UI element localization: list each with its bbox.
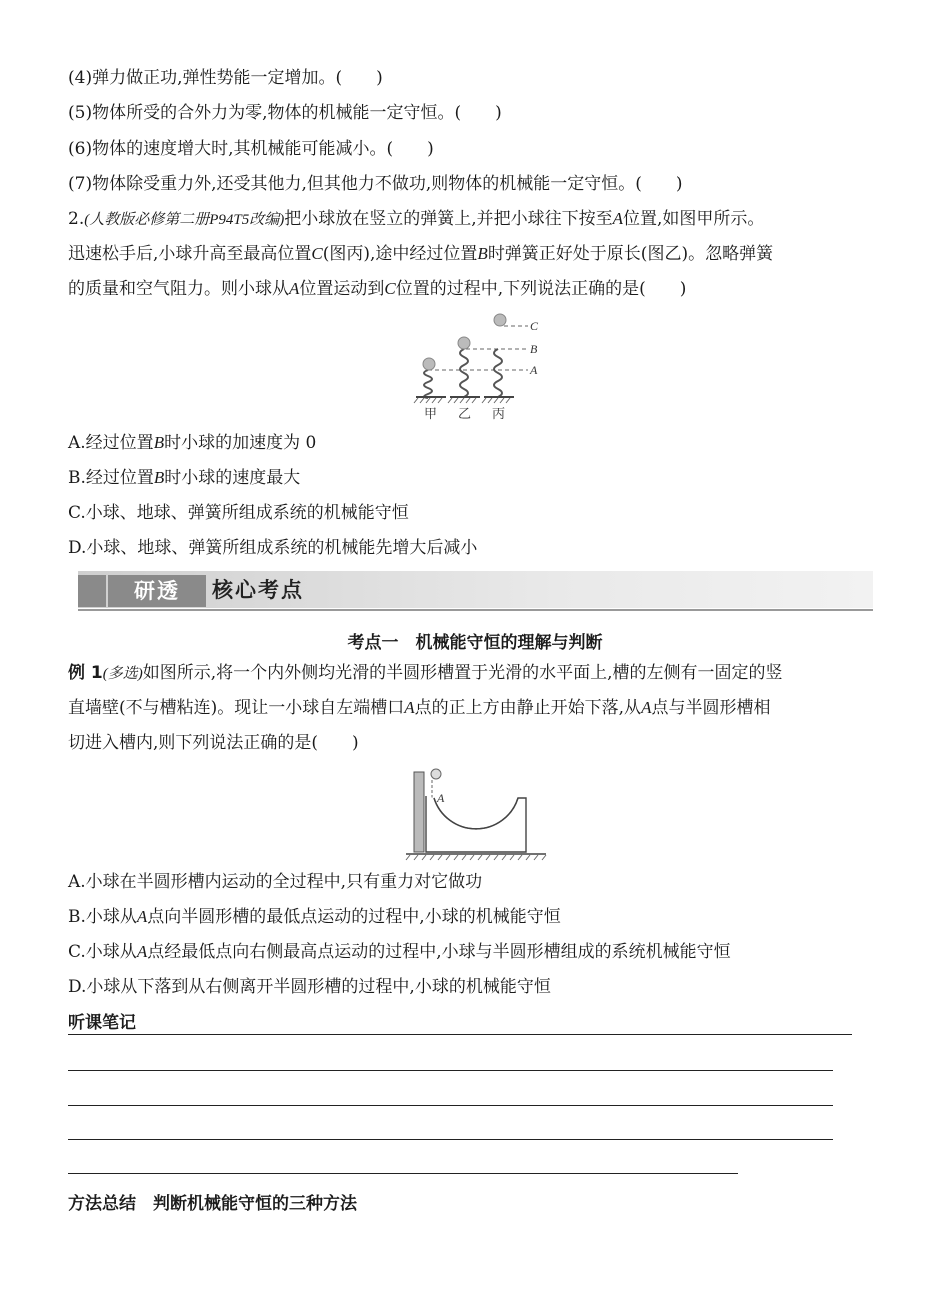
ex1-text: 点经最低点向右侧最高点运动的过程中,小球与半圆形槽组成的系统机械能守恒 <box>147 942 731 962</box>
q2-text: 位置,如图甲所示。 <box>623 209 765 229</box>
label-c: C <box>530 319 539 333</box>
judgment-4: (4)弹力做正功,弹性势能一定增加。( ) <box>68 68 383 88</box>
section-banner <box>78 571 873 611</box>
ex1-note: (多选) <box>102 666 143 682</box>
notes-line <box>68 1034 852 1035</box>
ex1-text: 如图所示,将一个内外侧均光滑的半圆形槽置于光滑的水平面上,槽的左侧有一固定的竖 <box>142 663 783 683</box>
notes-line <box>68 1105 833 1106</box>
ex1-text: B.小球从 <box>68 907 137 927</box>
q2-var: A <box>289 279 300 298</box>
q2-var: B <box>477 244 488 263</box>
ex1-option-a: A.小球在半圆形槽内运动的全过程中,只有重力对它做功 <box>68 872 483 892</box>
ex1-label: 例 1 <box>68 663 103 683</box>
q2-option-c: C.小球、地球、弹簧所组成系统的机械能守恒 <box>68 503 409 523</box>
q2-option-d: D.小球、地球、弹簧所组成系统的机械能先增大后减小 <box>68 538 478 558</box>
q2-text: (图丙),途中经过位置 <box>322 244 478 264</box>
ex1-text: 点向半圆形槽的最低点运动的过程中,小球的机械能守恒 <box>147 907 561 927</box>
ex1-option-c <box>68 941 731 963</box>
caption-jia: 甲 <box>424 407 438 422</box>
spring-figure <box>410 312 560 424</box>
q2-text: 把小球放在竖立的弹簧上,并把小球往下按至 <box>284 209 613 229</box>
q2-option-a <box>68 432 316 454</box>
ex1-line-1 <box>68 662 783 685</box>
q2-text: 时小球的速度最大 <box>164 468 301 488</box>
label-a: A <box>530 363 538 377</box>
banner-title: 核心考点 <box>212 578 304 602</box>
ex1-var: A <box>136 907 148 926</box>
q2-var: B <box>153 468 165 487</box>
ex1-text: C.小球从 <box>68 942 137 962</box>
judgment-6: (6)物体的速度增大时,其机械能可能减小。( ) <box>68 139 434 159</box>
q2-var: C <box>384 279 396 298</box>
notes-line <box>68 1139 833 1140</box>
notes-line <box>68 1173 738 1174</box>
ex1-option-b <box>68 906 561 928</box>
q2-line-3 <box>68 278 686 300</box>
judgment-5: (5)物体所受的合外力为零,物体的机械能一定守恒。( ) <box>68 103 502 123</box>
q2-source: (人教版必修第二册P94T5改编) <box>84 212 285 228</box>
label-a: A <box>437 791 445 805</box>
caption-yi: 乙 <box>458 407 472 422</box>
ex1-text: 直墙壁(不与槽粘连)。现让一小球自左端槽口 <box>68 698 405 718</box>
q2-text: A.经过位置 <box>68 433 154 453</box>
section-title: 考点一 机械能守恒的理解与判断 <box>347 633 603 653</box>
notes-label: 听课笔记 <box>68 1013 136 1033</box>
q2-text: 时弹簧正好处于原长(图乙)。忽略弹簧 <box>487 244 774 264</box>
q2-text: 的质量和空气阻力。则小球从 <box>68 279 289 299</box>
ex1-option-d: D.小球从下落到从右侧离开半圆形槽的过程中,小球的机械能守恒 <box>68 977 551 997</box>
q2-number: 2. <box>68 209 85 229</box>
q2-line-2 <box>68 243 773 265</box>
q2-text: 迅速松手后,小球升高至最高位置 <box>68 244 312 264</box>
q2-var: A <box>612 209 624 228</box>
q2-var: B <box>153 433 165 452</box>
q2-option-b <box>68 467 300 489</box>
q2-text: B.经过位置 <box>68 468 154 488</box>
q2-text: 位置运动到 <box>299 279 385 299</box>
ex1-line-3: 切进入槽内,则下列说法正确的是( ) <box>68 733 359 753</box>
ex1-var: A <box>136 942 148 961</box>
notes-line <box>68 1070 833 1071</box>
label-b: B <box>530 342 538 356</box>
method-summary-heading: 方法总结 判断机械能守恒的三种方法 <box>68 1194 357 1214</box>
banner-tag: 研透 <box>108 575 206 607</box>
ex1-var: A <box>641 698 652 717</box>
ex1-var: A <box>404 698 415 717</box>
judgment-7: (7)物体除受重力外,还受其他力,但其他力不做功,则物体的机械能一定守恒。( ) <box>68 174 683 194</box>
ex1-line-2 <box>68 697 770 719</box>
q2-var: C <box>311 244 323 263</box>
q2-text: 时小球的加速度为 0 <box>164 433 317 453</box>
caption-bing: 丙 <box>492 407 506 422</box>
q2-line-1 <box>68 208 764 231</box>
ex1-text: 点与半圆形槽相 <box>651 698 771 718</box>
q2-text: 位置的过程中,下列说法正确的是( ) <box>395 279 687 299</box>
halfpipe-figure <box>400 766 550 862</box>
ex1-text: 点的正上方由静止开始下落,从 <box>414 698 642 718</box>
